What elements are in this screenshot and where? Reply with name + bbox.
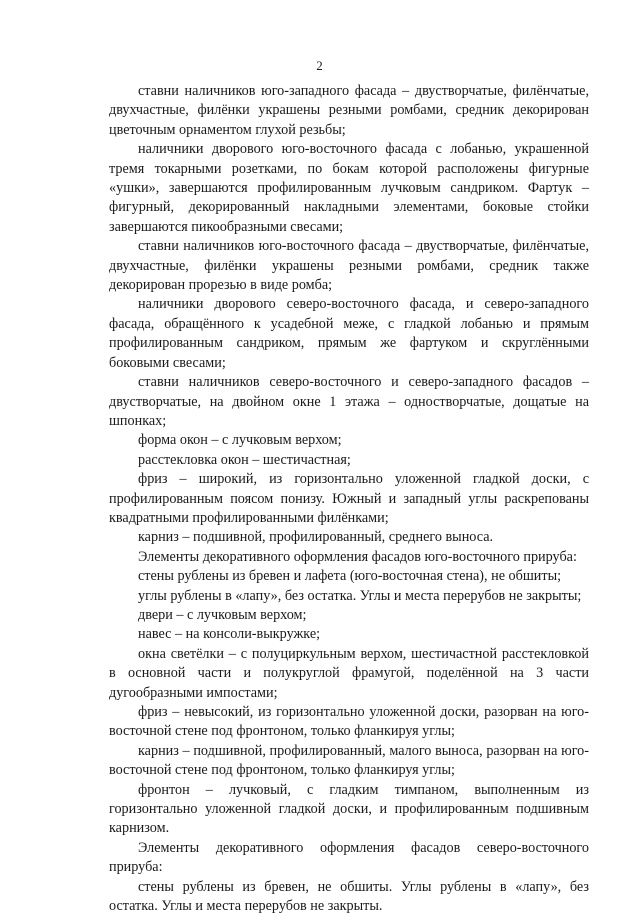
paragraph: углы рублены в «лапу», без остатка. Углы и места перерубов не закрыты; [138,587,582,604]
paragraph: навес – на консоли-выкружке; [138,626,321,643]
page-number: 2 [316,58,323,73]
paragraph: Элементы декоративного оформления фасадов северо-восточного прируба: [109,839,589,876]
paragraph: карниз – подшивной, профилированный, малого выноса, разорван на юго-восточной стене под фронтоном, только фланкируя углы; [109,742,589,779]
paragraph: карниз – подшивной, профилированный, среднего выноса. [138,529,494,546]
paragraph: ставни наличников юго-западного фасада – двустворчатые, филёнчатые, двухчастные, филёнки украшены резными ромбами, средник декорирован цветочным орнаментом глухой резьбы; [109,83,589,138]
paragraph: ставни наличников северо-восточного и северо-западного фасадов – двустворчатые, на двойном окне 1 этажа – одностворчатые, дощатые на шпонках; [109,374,589,429]
paragraph: форма окон – с лучковым верхом; [138,432,342,449]
paragraph: стены рублены из бревен, не обшиты. Углы рублены в «лапу», без остатка. Углы и места перерубов не закрыты. [109,878,589,915]
document-body [109,82,589,916]
paragraph: ставни наличников юго-восточного фасада – двустворчатые, филёнчатые, двухчастные, филёнки украшены резными ромбами, средник также декорирован прорезью в виде ромба; [109,238,589,294]
paragraph: двери – с лучковым верхом; [138,606,307,623]
paragraph: фронтон – лучковый, с гладким тимпаном, выполненным из горизонтально уложенной гладкой доски, и профилированным подшивным карнизом. [109,781,589,837]
paragraph: наличники дворового северо-восточного фасада, и северо-западного фасада, обращённого к усадебной меже, с гладкой лобанью и прямым профилированным сандриком, прямым же фартуком и скруглёнными боковыми свесами; [109,296,589,371]
paragraph: фриз – широкий, из горизонтально уложенной гладкой доски, с профилированным поясом понизу. Южный и западный углы раскрепованы квадратными профилированными филёнками; [109,471,589,526]
paragraph: расстекловка окон – шестичастная; [138,451,351,468]
paragraph: окна светёлки – с полуциркульным верхом, шестичастной расстекловкой в основной части и полукруглой фрамугой, поделённой на 3 части дугообразными импостами; [109,645,589,701]
paragraph: Элементы декоративного оформления фасадов юго-восточного прируба: [138,548,577,565]
paragraph: стены рублены из бревен и лафета (юго-восточная стена), не обшиты; [138,568,562,585]
paragraph: фриз – невысокий, из горизонтально уложенной доски, разорван на юго-восточной стене под фронтоном, только фланкируя углы; [109,704,589,740]
paragraph: наличники дворового юго-восточного фасада с лобанью, украшенной тремя токарными розетками, по бокам которой расположены фигурные «ушки», завершаются профилированным лучковым сандриком. Фартук – фигурный, декорированный накладными элементами, боковые стойки завершаются пикообразными свесами; [109,141,589,235]
